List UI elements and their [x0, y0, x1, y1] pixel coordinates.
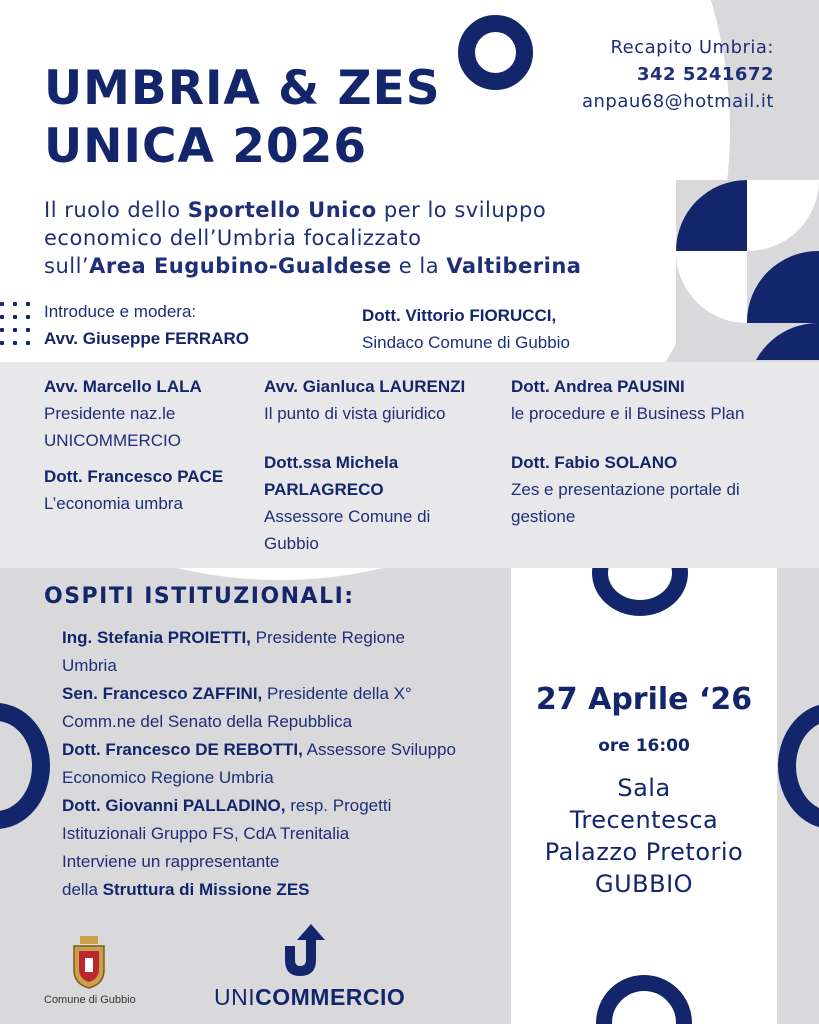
wordmark-part: UNI	[214, 984, 256, 1010]
guest-role: Assessore Sviluppo	[302, 740, 456, 759]
ring-decoration	[0, 703, 50, 829]
guests-list	[62, 624, 502, 904]
guests-heading: OSPITI ISTITUZIONALI:	[44, 584, 355, 609]
comune-caption: Comune di Gubbio	[44, 994, 136, 1006]
guest-role: Istituzionali Gruppo FS, CdA Trenitalia	[62, 824, 350, 843]
moderator-name: Avv. Giuseppe FERRARO	[44, 329, 249, 348]
guest-name: Dott. Giovanni PALLADINO,	[62, 796, 286, 815]
speaker-role: le procedure e il Business Plan	[511, 404, 745, 423]
speaker-name: Dott. Francesco PACE	[44, 467, 224, 486]
venue-city: GUBBIO	[594, 870, 694, 898]
subtitle-text: economico dell’Umbria focalizzato	[44, 226, 422, 250]
mayor-role: Sindaco Comune di Gubbio	[362, 333, 570, 352]
guest-name: Struttura di Missione ZES	[102, 880, 310, 899]
mayor-name: Dott. Vittorio FIORUCCI,	[362, 306, 557, 325]
moderator-block	[44, 298, 249, 352]
guest-role: Economico Regione Umbria	[62, 768, 274, 787]
speaker-role: UNICOMMERCIO	[44, 431, 181, 450]
geometric-decoration	[676, 180, 819, 360]
dots-decoration	[0, 302, 34, 358]
venue-line: Palazzo Pretorio	[544, 838, 744, 866]
contact-label: Recapito Umbria:	[610, 37, 774, 58]
speaker-role: Zes e presentazione portale di	[511, 480, 740, 499]
wordmark-part: COMMERCIO	[255, 984, 406, 1010]
comune-gubbio-crest-icon	[70, 936, 108, 990]
speaker-card	[511, 449, 740, 530]
event-title	[44, 60, 441, 176]
speaker-name: Avv. Gianluca LAURENZI	[264, 377, 466, 396]
subtitle-text: Il ruolo dello	[44, 198, 188, 222]
venue-line: Trecentesca	[569, 806, 719, 834]
speaker-role: gestione	[511, 507, 576, 526]
guest-role: della	[62, 880, 103, 899]
event-date: 27 Aprile ‘26	[535, 682, 753, 717]
speaker-card	[511, 373, 744, 427]
subtitle-bold: Sportello Unico	[187, 198, 377, 222]
guest-role: Umbria	[62, 656, 117, 675]
subtitle-bold: Area Eugubino-Gualdese	[89, 254, 392, 278]
subtitle-text: e la	[391, 254, 447, 278]
title-line: UNICA 2026	[44, 119, 368, 174]
subtitle-text: per lo sviluppo	[376, 198, 547, 222]
speaker-name: PARLAGRECO	[264, 480, 384, 499]
guest-name: Dott. Francesco DE REBOTTI,	[62, 740, 303, 759]
guest-role: Presidente Regione	[250, 628, 405, 647]
contact-email[interactable]: anpau68@hotmail.it	[581, 91, 774, 112]
guest-role: resp. Progetti	[285, 796, 392, 815]
subtitle-bold: Valtiberina	[446, 254, 582, 278]
speaker-role: Assessore Comune di	[264, 507, 431, 526]
unicommercio-wordmark	[214, 984, 405, 1011]
guest-name: Sen. Francesco ZAFFINI,	[62, 684, 263, 703]
guest-role: Interviene un rappresentante	[62, 852, 280, 871]
contact-info	[540, 34, 774, 115]
ring-decoration	[778, 703, 819, 829]
ring-decoration	[458, 15, 533, 90]
guest-name: Ing. Stefania PROIETTI,	[62, 628, 251, 647]
speaker-role: Gubbio	[264, 534, 319, 553]
speaker-role: Presidente naz.le	[44, 404, 176, 423]
speaker-name: Avv. Marcello LALA	[44, 377, 202, 396]
event-time: ore 16:00	[598, 736, 690, 756]
speaker-role: L’economia umbra	[44, 494, 183, 513]
contact-phone[interactable]: 342 5241672	[636, 64, 774, 85]
speaker-name: Dott.ssa Michela	[264, 453, 399, 472]
speaker-card	[44, 463, 223, 517]
speaker-name: Dott. Andrea PAUSINI	[511, 377, 685, 396]
guest-role: Presidente della X°	[262, 684, 412, 703]
guest-role: Comm.ne del Senato della Repubblica	[62, 712, 353, 731]
speaker-name: Dott. Fabio SOLANO	[511, 453, 678, 472]
event-subtitle	[44, 196, 664, 280]
mayor-block	[362, 302, 570, 356]
moderator-label: Introduce e modera:	[44, 302, 197, 321]
title-line: UMBRIA & ZES	[44, 61, 441, 116]
venue-line: Sala	[617, 774, 671, 802]
event-venue	[511, 772, 777, 900]
speaker-card	[264, 449, 430, 557]
speaker-card	[264, 373, 465, 427]
speaker-card	[44, 373, 202, 454]
subtitle-text: sull’	[44, 254, 90, 278]
speaker-role: Il punto di vista giuridico	[264, 404, 446, 423]
unicommercio-logo-icon	[283, 924, 327, 978]
